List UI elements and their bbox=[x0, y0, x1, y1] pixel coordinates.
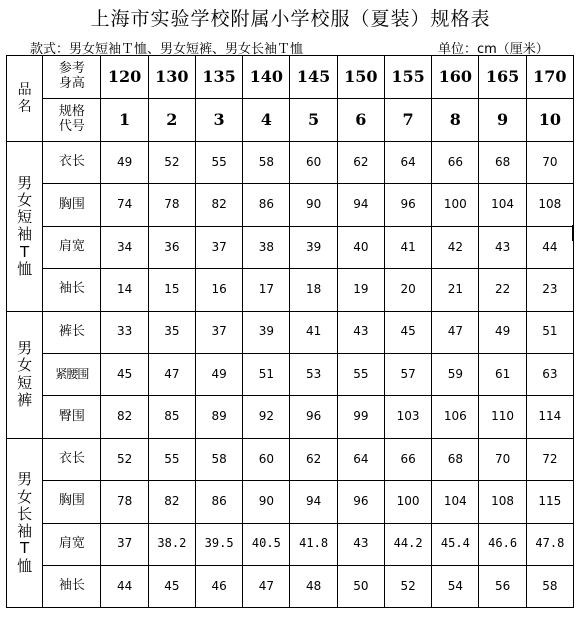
code-label-line: 代号 bbox=[58, 119, 85, 134]
size-value-cell: 56 bbox=[479, 565, 526, 607]
size-value-cell: 48 bbox=[290, 565, 337, 607]
item-name: 袖长 bbox=[43, 269, 101, 311]
table-row bbox=[7, 565, 574, 607]
item-name: 肩宽 bbox=[43, 226, 101, 268]
group-shorts-label bbox=[7, 311, 43, 438]
size-value-cell: 38 bbox=[243, 226, 290, 268]
size-value-cell: 66 bbox=[432, 142, 479, 184]
size-value-cell: 66 bbox=[384, 438, 431, 480]
size-value-cell: 64 bbox=[337, 438, 384, 480]
size-value-cell: 55 bbox=[195, 142, 242, 184]
size-value-cell: 34 bbox=[101, 226, 148, 268]
item-name: 臀围 bbox=[43, 396, 101, 438]
size-value-cell: 58 bbox=[195, 438, 242, 480]
size-value-cell: 90 bbox=[243, 481, 290, 523]
code-value: 7 bbox=[384, 99, 431, 142]
size-value-cell: 64 bbox=[384, 142, 431, 184]
size-value-cell: 53 bbox=[290, 353, 337, 395]
table-row bbox=[7, 481, 574, 523]
code-value: 6 bbox=[337, 99, 384, 142]
size-value-cell: 58 bbox=[526, 565, 573, 607]
size-value-cell: 92 bbox=[243, 396, 290, 438]
code-row bbox=[7, 99, 574, 142]
size-value-cell: 82 bbox=[101, 396, 148, 438]
size-value-cell: 100 bbox=[384, 481, 431, 523]
size-value-cell: 37 bbox=[195, 226, 242, 268]
size-value-cell: 85 bbox=[148, 396, 195, 438]
size-value-cell: 40 bbox=[337, 226, 384, 268]
item-name: 胸围 bbox=[43, 481, 101, 523]
height-value: 165 bbox=[479, 56, 526, 99]
group-name-char: 袖 bbox=[17, 225, 33, 244]
group-name-char: 男 bbox=[17, 470, 33, 489]
code-label-line: 规格 bbox=[58, 104, 85, 120]
size-value-cell: 60 bbox=[290, 142, 337, 184]
size-value-cell: 74 bbox=[101, 184, 148, 226]
size-value-cell: 94 bbox=[337, 184, 384, 226]
size-spec-table bbox=[6, 55, 574, 608]
size-value-cell: 106 bbox=[432, 396, 479, 438]
code-value: 2 bbox=[148, 99, 195, 142]
size-value-cell: 37 bbox=[101, 523, 148, 565]
size-value-cell: 63 bbox=[526, 353, 573, 395]
height-value: 170 bbox=[526, 56, 573, 99]
group-name-char: 恤 bbox=[17, 556, 33, 575]
group-name-char: 男 bbox=[17, 339, 33, 358]
item-name: 袖长 bbox=[43, 565, 101, 607]
table-row bbox=[7, 226, 574, 268]
group-name-char: 恤 bbox=[17, 259, 33, 278]
group-name-char: 短 bbox=[17, 208, 33, 227]
size-value-cell: 45.4 bbox=[432, 523, 479, 565]
size-value-cell: 110 bbox=[479, 396, 526, 438]
size-value-cell: 38.2 bbox=[148, 523, 195, 565]
size-value-cell: 59 bbox=[432, 353, 479, 395]
table-row bbox=[7, 438, 574, 480]
table-row bbox=[7, 269, 574, 311]
height-label-cell bbox=[43, 56, 101, 99]
text-cursor bbox=[572, 225, 573, 241]
height-label-line: 身高 bbox=[58, 76, 85, 91]
size-value-cell: 86 bbox=[195, 481, 242, 523]
item-name: 紧腰围 bbox=[43, 353, 101, 395]
size-value-cell: 58 bbox=[243, 142, 290, 184]
size-value-cell: 115 bbox=[526, 481, 573, 523]
size-value-cell: 57 bbox=[384, 353, 431, 395]
size-value-cell: 43 bbox=[337, 523, 384, 565]
size-value-cell: 52 bbox=[101, 438, 148, 480]
table-row bbox=[7, 184, 574, 226]
size-value-cell: 90 bbox=[290, 184, 337, 226]
size-value-cell: 49 bbox=[479, 311, 526, 353]
size-value-cell: 72 bbox=[526, 438, 573, 480]
size-value-cell: 47 bbox=[432, 311, 479, 353]
group-name-char: 袖 bbox=[17, 522, 33, 541]
size-value-cell: 33 bbox=[101, 311, 148, 353]
size-value-cell: 39.5 bbox=[195, 523, 242, 565]
height-value: 145 bbox=[290, 56, 337, 99]
code-value: 8 bbox=[432, 99, 479, 142]
size-value-cell: 104 bbox=[479, 184, 526, 226]
size-value-cell: 104 bbox=[432, 481, 479, 523]
size-value-cell: 45 bbox=[384, 311, 431, 353]
size-value-cell: 41 bbox=[384, 226, 431, 268]
size-value-cell: 18 bbox=[290, 269, 337, 311]
size-value-cell: 45 bbox=[148, 565, 195, 607]
group-name-char: 男 bbox=[17, 173, 33, 192]
size-value-cell: 47 bbox=[243, 565, 290, 607]
group-name-char: 长 bbox=[17, 504, 33, 523]
height-row bbox=[7, 56, 574, 99]
size-value-cell: 55 bbox=[337, 353, 384, 395]
size-value-cell: 82 bbox=[148, 481, 195, 523]
group-long-sleeve-tee-label bbox=[7, 438, 43, 608]
size-value-cell: 96 bbox=[384, 184, 431, 226]
size-value-cell: 96 bbox=[337, 481, 384, 523]
size-value-cell: 36 bbox=[148, 226, 195, 268]
size-value-cell: 82 bbox=[195, 184, 242, 226]
item-name: 衣长 bbox=[43, 142, 101, 184]
size-value-cell: 14 bbox=[101, 269, 148, 311]
size-value-cell: 47.8 bbox=[526, 523, 573, 565]
group-name-char: T bbox=[20, 242, 30, 261]
size-value-cell: 42 bbox=[432, 226, 479, 268]
size-value-cell: 43 bbox=[337, 311, 384, 353]
size-value-cell: 62 bbox=[337, 142, 384, 184]
item-name: 胸围 bbox=[43, 184, 101, 226]
size-value-cell: 23 bbox=[526, 269, 573, 311]
size-value-cell: 94 bbox=[290, 481, 337, 523]
code-value: 5 bbox=[290, 99, 337, 142]
height-value: 155 bbox=[384, 56, 431, 99]
size-value-cell: 37 bbox=[195, 311, 242, 353]
code-value: 4 bbox=[243, 99, 290, 142]
size-value-cell: 46 bbox=[195, 565, 242, 607]
size-value-cell: 41 bbox=[290, 311, 337, 353]
size-value-cell: 15 bbox=[148, 269, 195, 311]
size-value-cell: 44 bbox=[526, 226, 573, 268]
page-title: 上海市实验学校附属小学校服（夏装）规格表 bbox=[90, 8, 491, 30]
height-value: 130 bbox=[148, 56, 195, 99]
group-name-char: 裤 bbox=[17, 390, 33, 409]
size-value-cell: 43 bbox=[479, 226, 526, 268]
size-value-cell: 68 bbox=[479, 142, 526, 184]
group-name-char: 女 bbox=[17, 356, 33, 375]
size-value-cell: 51 bbox=[243, 353, 290, 395]
size-value-cell: 52 bbox=[384, 565, 431, 607]
size-value-cell: 61 bbox=[479, 353, 526, 395]
size-value-cell: 55 bbox=[148, 438, 195, 480]
group-name-char: 短 bbox=[17, 373, 33, 392]
item-name: 衣长 bbox=[43, 438, 101, 480]
size-value-cell: 41.8 bbox=[290, 523, 337, 565]
height-value: 140 bbox=[243, 56, 290, 99]
size-value-cell: 21 bbox=[432, 269, 479, 311]
size-value-cell: 50 bbox=[337, 565, 384, 607]
size-value-cell: 17 bbox=[243, 269, 290, 311]
size-value-cell: 19 bbox=[337, 269, 384, 311]
table-row bbox=[7, 396, 574, 438]
table-row bbox=[7, 353, 574, 395]
table-row bbox=[7, 142, 574, 184]
pinming-char: 名 bbox=[17, 98, 32, 115]
table-body bbox=[7, 56, 574, 608]
group-name-char: 女 bbox=[17, 190, 33, 209]
height-label-line: 参考 bbox=[58, 61, 85, 77]
pinming-header bbox=[7, 56, 43, 142]
code-value: 10 bbox=[526, 99, 573, 142]
code-value: 3 bbox=[195, 99, 242, 142]
size-value-cell: 100 bbox=[432, 184, 479, 226]
size-value-cell: 108 bbox=[479, 481, 526, 523]
height-value: 150 bbox=[337, 56, 384, 99]
size-value-cell: 35 bbox=[148, 311, 195, 353]
group-name-char: 女 bbox=[17, 487, 33, 506]
size-value-cell: 62 bbox=[290, 438, 337, 480]
size-value-cell: 40.5 bbox=[243, 523, 290, 565]
size-value-cell: 44 bbox=[101, 565, 148, 607]
table-row bbox=[7, 523, 574, 565]
size-value-cell: 89 bbox=[195, 396, 242, 438]
size-value-cell: 60 bbox=[243, 438, 290, 480]
size-value-cell: 46.6 bbox=[479, 523, 526, 565]
size-value-cell: 68 bbox=[432, 438, 479, 480]
size-value-cell: 39 bbox=[290, 226, 337, 268]
size-value-cell: 70 bbox=[526, 142, 573, 184]
size-value-cell: 78 bbox=[101, 481, 148, 523]
size-value-cell: 54 bbox=[432, 565, 479, 607]
size-value-cell: 44.2 bbox=[384, 523, 431, 565]
size-value-cell: 70 bbox=[479, 438, 526, 480]
size-value-cell: 47 bbox=[148, 353, 195, 395]
unit-label: 单位：cm（厘米） bbox=[438, 42, 549, 57]
height-value: 135 bbox=[195, 56, 242, 99]
group-name-char: T bbox=[20, 539, 30, 558]
item-name: 裤长 bbox=[43, 311, 101, 353]
size-value-cell: 114 bbox=[526, 396, 573, 438]
code-label-cell bbox=[43, 99, 101, 142]
size-value-cell: 39 bbox=[243, 311, 290, 353]
table-row bbox=[7, 311, 574, 353]
size-value-cell: 96 bbox=[290, 396, 337, 438]
code-value: 9 bbox=[479, 99, 526, 142]
size-value-cell: 16 bbox=[195, 269, 242, 311]
height-value: 120 bbox=[101, 56, 148, 99]
size-value-cell: 51 bbox=[526, 311, 573, 353]
size-value-cell: 78 bbox=[148, 184, 195, 226]
pinming-char: 品 bbox=[17, 82, 32, 99]
size-value-cell: 52 bbox=[148, 142, 195, 184]
size-value-cell: 86 bbox=[243, 184, 290, 226]
size-value-cell: 99 bbox=[337, 396, 384, 438]
group-short-sleeve-tee-label bbox=[7, 142, 43, 312]
size-value-cell: 103 bbox=[384, 396, 431, 438]
size-value-cell: 49 bbox=[195, 353, 242, 395]
size-value-cell: 108 bbox=[526, 184, 573, 226]
style-label: 款式：男女短袖Ｔ恤、男女短裤、男女长袖Ｔ恤 bbox=[30, 42, 304, 57]
size-value-cell: 20 bbox=[384, 269, 431, 311]
height-value: 160 bbox=[432, 56, 479, 99]
code-value: 1 bbox=[101, 99, 148, 142]
size-value-cell: 22 bbox=[479, 269, 526, 311]
item-name: 肩宽 bbox=[43, 523, 101, 565]
size-value-cell: 45 bbox=[101, 353, 148, 395]
size-value-cell: 49 bbox=[101, 142, 148, 184]
